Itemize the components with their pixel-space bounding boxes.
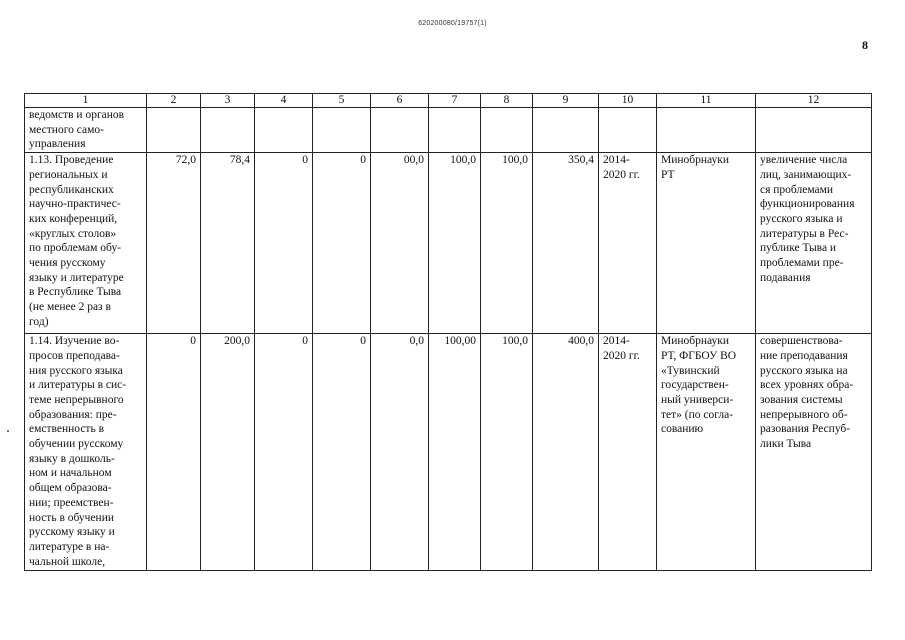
value-cell: 350,4 [533, 153, 599, 334]
value-cell [201, 108, 255, 153]
column-number-cell: 1 [25, 94, 147, 108]
document-code: 620200080/19757(1) [418, 20, 487, 27]
result-cell: совершенствова- ние преподавания русского языка на всех уровнях обра- зования системы непрерывного об- разования Респуб- лики Тыва [756, 334, 872, 571]
column-number-cell: 2 [147, 94, 201, 108]
value-cell: 00,0 [371, 153, 429, 334]
value-cell: 0 [313, 334, 371, 571]
column-number-cell: 9 [533, 94, 599, 108]
executor-cell: Минобрнауки РТ, ФГБОУ ВО «Тувинский государствен- ный универси- тет» (по согла- сованию [657, 334, 756, 571]
column-number-row [25, 94, 872, 108]
result-cell: увеличение числа лиц, занимающих- ся проблемами функционирования русского языка и литературы в Рес- публике Тыва и проблемами пре- подавания [756, 153, 872, 334]
column-number-cell: 7 [429, 94, 481, 108]
value-cell [429, 108, 481, 153]
column-number-cell: 12 [756, 94, 872, 108]
column-number-cell: 8 [481, 94, 533, 108]
table-row [25, 334, 872, 571]
value-cell [313, 108, 371, 153]
column-number-cell: 5 [313, 94, 371, 108]
value-cell [481, 108, 533, 153]
value-cell [533, 108, 599, 153]
period-cell: 2014- 2020 гг. [599, 334, 657, 571]
value-cell: 400,0 [533, 334, 599, 571]
executor-cell: Минобрнауки РТ [657, 153, 756, 334]
period-cell [599, 108, 657, 153]
period-cell: 2014- 2020 гг. [599, 153, 657, 334]
column-number-cell: 3 [201, 94, 255, 108]
value-cell [255, 108, 313, 153]
scan-speck [7, 430, 9, 432]
value-cell: 0,0 [371, 334, 429, 571]
value-cell: 100,00 [429, 334, 481, 571]
column-number-cell: 10 [599, 94, 657, 108]
value-cell: 72,0 [147, 153, 201, 334]
page-number: 8 [862, 38, 868, 52]
value-cell: 100,0 [429, 153, 481, 334]
value-cell: 0 [313, 153, 371, 334]
value-cell: 100,0 [481, 153, 533, 334]
value-cell: 0 [147, 334, 201, 571]
value-cell: 100,0 [481, 334, 533, 571]
value-cell: 0 [255, 153, 313, 334]
value-cell: 0 [255, 334, 313, 571]
table-row [25, 153, 872, 334]
column-number-cell: 4 [255, 94, 313, 108]
executor-cell [657, 108, 756, 153]
result-cell [756, 108, 872, 153]
value-cell [147, 108, 201, 153]
value-cell: 78,4 [201, 153, 255, 334]
activity-cell: 1.13. Проведение региональных и республиканских научно-практичес- ких конференций, «круглых столов» по проблемам обу- чения русскому языку и литературе в Республике Тыва (не менее 2 раз в год) [25, 153, 147, 334]
activity-cell: 1.14. Изучение во- просов преподава- ния русского языка и литературы в сис- теме непрерывного образования: пре- емственность в обучении русскому языку в дошколь- ном и начальном общем образова- нии; преемствен- ность в обучении русскому языку и литературе в на- чальной школе, [25, 334, 147, 571]
column-number-cell: 11 [657, 94, 756, 108]
table-row [25, 108, 872, 153]
value-cell: 200,0 [201, 334, 255, 571]
value-cell [371, 108, 429, 153]
column-number-cell: 6 [371, 94, 429, 108]
activity-cell: ведомств и органов местного само- управления [25, 108, 147, 153]
data-table [24, 93, 872, 571]
